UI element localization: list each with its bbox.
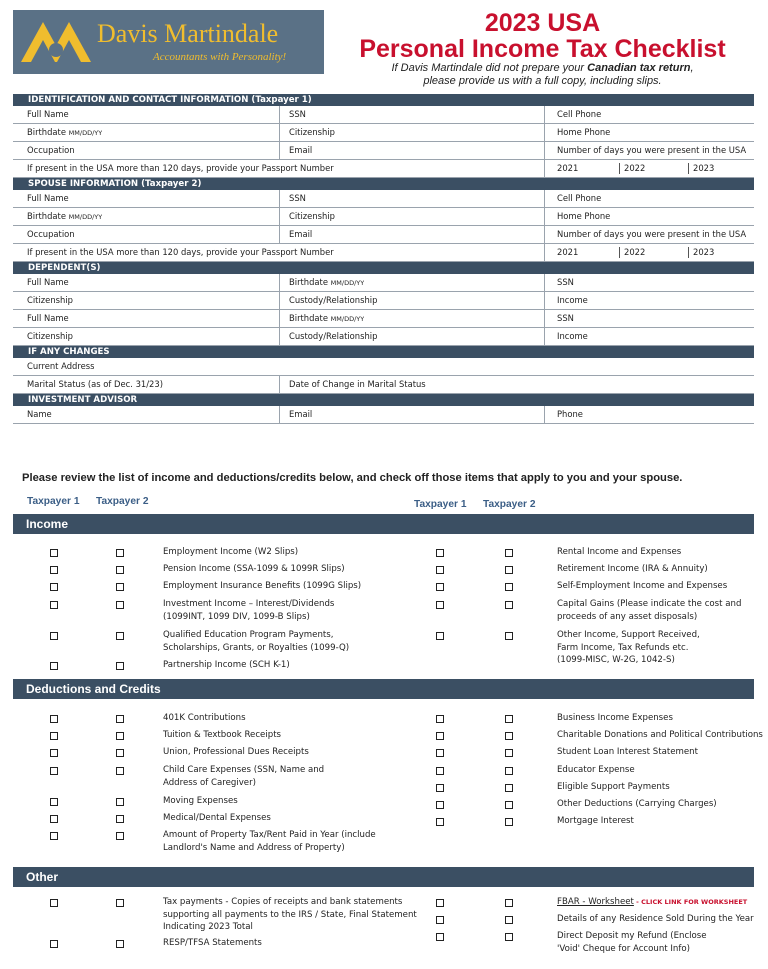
taxpayer2-checkbox[interactable] — [116, 583, 124, 591]
fbar-worksheet-link[interactable]: FBAR - Worksheet - CLICK LINK FOR WORKSHEET — [557, 897, 748, 907]
checklist-item-label: Mortgage Interest — [557, 816, 634, 826]
checklist-item-label: 'Void' Cheque for Account Info) — [557, 943, 691, 954]
taxpayer2-checkbox[interactable] — [116, 899, 124, 907]
checklist-item-label: Employment Insurance Benefits (1099G Slips) — [163, 581, 362, 591]
form-row — [13, 310, 754, 328]
checklist-item-label: Tax payments - Copies of receipts and bank statements — [163, 897, 403, 907]
col-head-taxpayer1-left: Taxpayer 1 — [27, 496, 80, 507]
taxpayer1-checkbox[interactable] — [50, 732, 58, 740]
taxpayer2-checkbox[interactable] — [505, 549, 513, 557]
checklist-item-label: Direct Deposit my Refund (Enclose — [557, 931, 707, 941]
dependent-birthdate-field[interactable]: Birthdate MM/DD/YY — [289, 277, 365, 287]
passport-field[interactable]: If present in the USA more than 120 days, provide your Passport Number — [27, 163, 334, 173]
taxpayer1-checkbox[interactable] — [50, 632, 58, 640]
section-header-advisor: INVESTMENT ADVISOR — [13, 394, 754, 406]
taxpayer2-checkbox[interactable] — [116, 815, 124, 823]
dependent-citizenship-field[interactable]: Citizenship — [27, 295, 73, 305]
checklist-item-label: Tuition & Textbook Receipts — [163, 730, 282, 740]
taxpayer1-checkbox[interactable] — [50, 549, 58, 557]
full-name-field[interactable]: Full Name — [27, 109, 69, 119]
checklist-item-label: Farm Income, Tax Refunds etc. — [557, 642, 689, 653]
checklist-item-label: Partnership Income (SCH K-1) — [163, 660, 290, 670]
col-head-taxpayer2-left: Taxpayer 2 — [96, 496, 149, 507]
company-logo — [13, 10, 324, 74]
taxpayer2-checkbox[interactable] — [116, 662, 124, 670]
taxpayer1-checkbox[interactable] — [50, 566, 58, 574]
checklist-item-label: Scholarships, Grants, or Royalties (1099-Q) — [163, 642, 350, 653]
form-row — [13, 328, 754, 346]
taxpayer2-checkbox[interactable] — [116, 715, 124, 723]
checklist-item-label: Charitable Donations and Political Contributions — [557, 730, 763, 740]
marital-change-date-field[interactable]: Date of Change in Marital Status — [289, 379, 426, 389]
checklist-item-label: Details of any Residence Sold During the Year — [557, 914, 754, 924]
checklist-item-label: (1099-MISC, W-2G, 1042-S) — [557, 655, 675, 665]
taxpayer2-checkbox[interactable] — [116, 632, 124, 640]
checklist-item-label: 401K Contributions — [163, 713, 246, 723]
checklist-item-label: Moving Expenses — [163, 796, 238, 806]
spouse-email-field[interactable]: Email — [289, 229, 313, 239]
spouse-occupation-field[interactable]: Occupation — [27, 229, 75, 239]
dependent2-birthdate-field[interactable]: Birthdate MM/DD/YY — [289, 313, 365, 323]
taxpayer2-checkbox[interactable] — [505, 749, 513, 757]
taxpayer1-checkbox[interactable] — [436, 933, 444, 941]
form-row — [13, 226, 754, 244]
form-row — [13, 142, 754, 160]
taxpayer2-checkbox[interactable] — [505, 784, 513, 792]
logo-mark-icon — [13, 10, 103, 74]
taxpayer2-checkbox[interactable] — [116, 832, 124, 840]
taxpayer1-checkbox[interactable] — [50, 749, 58, 757]
form-row — [13, 208, 754, 226]
checklist-item-label: Retirement Income (IRA & Annuity) — [557, 564, 708, 574]
taxpayer1-checkbox[interactable] — [50, 940, 58, 948]
taxpayer1-checkbox[interactable] — [436, 601, 444, 609]
taxpayer2-checkbox[interactable] — [116, 749, 124, 757]
form-row — [13, 106, 754, 124]
taxpayer1-checkbox[interactable] — [436, 715, 444, 723]
taxpayer1-checkbox[interactable] — [436, 784, 444, 792]
checklist-item-label: Investment Income – Interest/Dividends — [163, 599, 335, 609]
taxpayer1-checkbox[interactable] — [436, 916, 444, 924]
taxpayer2-checkbox[interactable] — [505, 916, 513, 924]
taxpayer1-checkbox[interactable] — [436, 566, 444, 574]
form-row — [13, 406, 754, 424]
logo-name: Davis Martindale — [97, 19, 279, 48]
taxpayer2-checkbox[interactable] — [505, 801, 513, 809]
spouse-days-in-usa-label: Number of days you were present in the USA — [557, 229, 747, 239]
taxpayer2-checkbox[interactable] — [505, 566, 513, 574]
taxpayer2-checkbox[interactable] — [505, 632, 513, 640]
taxpayer2-checkbox[interactable] — [505, 715, 513, 723]
taxpayer1-checkbox[interactable] — [50, 899, 58, 907]
form-row — [13, 244, 754, 262]
days-in-usa-label: Number of days you were present in the USA — [557, 145, 747, 155]
taxpayer2-checkbox[interactable] — [116, 549, 124, 557]
taxpayer1-checkbox[interactable] — [436, 818, 444, 826]
dependent-full-name-field[interactable]: Full Name — [27, 277, 69, 287]
col-head-taxpayer1-right: Taxpayer 1 — [414, 499, 467, 510]
form-row — [13, 292, 754, 310]
taxpayer1-checkbox[interactable] — [50, 601, 58, 609]
subtitle-line1: If Davis Martindale did not prepare your Canadian tax return, — [391, 62, 694, 74]
taxpayer2-checkbox[interactable] — [116, 566, 124, 574]
spouse-full-name-field[interactable]: Full Name — [27, 193, 69, 203]
spouse-passport-field[interactable]: If present in the USA more than 120 days, provide your Passport Number — [27, 247, 334, 257]
current-address-field[interactable]: Current Address — [27, 361, 95, 371]
checklist-item-label: Educator Expense — [557, 765, 635, 775]
taxpayer2-checkbox[interactable] — [116, 798, 124, 806]
year-2022-field[interactable]: 2022 — [624, 163, 646, 173]
contact-form — [13, 94, 754, 424]
section-bar-income: Income — [13, 514, 754, 534]
checklist-item-label: Eligible Support Payments — [557, 782, 670, 792]
form-row — [13, 274, 754, 292]
logo-tagline: Accountants with Personality! — [153, 51, 287, 63]
home-phone-field[interactable]: Home Phone — [557, 127, 611, 137]
checklist-item-label: proceeds of any asset disposals) — [557, 611, 698, 622]
page-title-year: 2023 USA — [484, 9, 601, 37]
checklist-item-label: Indicating 2023 Total — [163, 922, 253, 932]
checklist-item-label: Medical/Dental Expenses — [163, 813, 271, 823]
year-2023-field[interactable]: 2023 — [693, 163, 715, 173]
dependent2-income-field[interactable]: Income — [557, 331, 588, 341]
checklist-item-label: Other Deductions (Carrying Charges) — [557, 799, 717, 809]
checklist-item-label: Employment Income (W2 Slips) — [163, 547, 299, 557]
taxpayer1-checkbox[interactable] — [436, 549, 444, 557]
section-bar-other: Other — [13, 867, 754, 887]
checklist-item-label: Pension Income (SSA-1099 & 1099R Slips) — [163, 564, 345, 574]
advisor-phone-field[interactable]: Phone — [557, 409, 583, 419]
section-bar-deductions: Deductions and Credits — [13, 679, 754, 699]
taxpayer1-checkbox[interactable] — [436, 749, 444, 757]
checklist-item-label: Student Loan Interest Statement — [557, 747, 698, 757]
advisor-email-field[interactable]: Email — [289, 409, 313, 419]
taxpayer1-checkbox[interactable] — [50, 832, 58, 840]
taxpayer2-checkbox[interactable] — [116, 601, 124, 609]
marital-status-field[interactable]: Marital Status (as of Dec. 31/23) — [27, 379, 163, 389]
checklist-item-label: Rental Income and Expenses — [557, 547, 682, 557]
taxpayer2-checkbox[interactable] — [116, 767, 124, 775]
checklist-item-label: Qualified Education Program Payments, — [163, 630, 334, 640]
taxpayer2-checkbox[interactable] — [505, 732, 513, 740]
section-header-taxpayer1: IDENTIFICATION AND CONTACT INFORMATION (Taxpayer 1) — [13, 94, 754, 106]
checklist-item-label: (1099INT, 1099 DIV, 1099-B Slips) — [163, 611, 310, 622]
section-header-changes: IF ANY CHANGES — [13, 346, 754, 358]
taxpayer1-checkbox[interactable] — [50, 715, 58, 723]
spouse-birthdate-field[interactable]: Birthdate MM/DD/YY — [27, 211, 103, 221]
taxpayer2-checkbox[interactable] — [505, 583, 513, 591]
page-title: Personal Income Tax Checklist — [359, 35, 726, 63]
col-head-taxpayer2-right: Taxpayer 2 — [483, 499, 536, 510]
checklist-item-label: Union, Professional Dues Receipts — [163, 747, 309, 757]
form-row — [13, 160, 754, 178]
dependent2-ssn-field[interactable]: SSN — [557, 313, 574, 323]
dependent2-citizenship-field[interactable]: Citizenship — [27, 331, 73, 341]
checklist-item-label: Capital Gains (Please indicate the cost and — [557, 599, 742, 609]
checklist-item-label: Address of Caregiver) — [163, 777, 256, 788]
occupation-field[interactable]: Occupation — [27, 145, 75, 155]
spouse-ssn-field[interactable]: SSN — [289, 193, 306, 203]
form-row — [13, 358, 754, 376]
spouse-year-2021-field[interactable]: 2021 — [557, 247, 579, 257]
taxpayer1-checkbox[interactable] — [436, 899, 444, 907]
checklist-item-label: Other Income, Support Received, — [557, 630, 700, 640]
spouse-home-phone-field[interactable]: Home Phone — [557, 211, 611, 221]
instruction-text: Please review the list of income and deductions/credits below, and check off those items that apply to you and your spouse. — [22, 472, 683, 484]
taxpayer1-checkbox[interactable] — [50, 798, 58, 806]
spouse-year-2022-field[interactable]: 2022 — [624, 247, 646, 257]
checklist-item-label: supporting all payments to the IRS / State, Final Statement — [163, 909, 417, 920]
checklist-item-label: Self-Employment Income and Expenses — [557, 581, 728, 591]
ssn-field[interactable]: SSN — [289, 109, 306, 119]
spouse-year-2023-field[interactable]: 2023 — [693, 247, 715, 257]
taxpayer2-checkbox[interactable] — [505, 818, 513, 826]
dependent-ssn-field[interactable]: SSN — [557, 277, 574, 287]
checklist-item-label: Child Care Expenses (SSN, Name and — [163, 765, 325, 775]
taxpayer1-checkbox[interactable] — [436, 732, 444, 740]
dependent2-full-name-field[interactable]: Full Name — [27, 313, 69, 323]
dependent-custody-field[interactable]: Custody/Relationship — [289, 295, 378, 305]
subtitle-line2: please provide us with a full copy, including slips. — [423, 75, 662, 87]
taxpayer1-checkbox[interactable] — [50, 815, 58, 823]
year-2021-field[interactable]: 2021 — [557, 163, 579, 173]
spouse-cell-phone-field[interactable]: Cell Phone — [557, 193, 602, 203]
taxpayer1-checkbox[interactable] — [50, 662, 58, 670]
checklist-item-label: Amount of Property Tax/Rent Paid in Year (include — [163, 830, 376, 840]
section-header-spouse: SPOUSE INFORMATION (Taxpayer 2) — [13, 178, 754, 190]
cell-phone-field[interactable]: Cell Phone — [557, 109, 602, 119]
taxpayer1-checkbox[interactable] — [436, 632, 444, 640]
form-row — [13, 124, 754, 142]
taxpayer1-checkbox[interactable] — [50, 767, 58, 775]
checklist-item-label: Landlord's Name and Address of Property) — [163, 842, 345, 853]
taxpayer1-checkbox[interactable] — [50, 583, 58, 591]
dependent2-custody-field[interactable]: Custody/Relationship — [289, 331, 378, 341]
form-row — [13, 376, 754, 394]
citizenship-field[interactable]: Citizenship — [289, 127, 335, 137]
dependent-income-field[interactable]: Income — [557, 295, 588, 305]
checklist-item-label: RESP/TFSA Statements — [163, 938, 262, 948]
taxpayer2-checkbox[interactable] — [505, 899, 513, 907]
birthdate-field[interactable]: Birthdate MM/DD/YY — [27, 127, 103, 137]
spouse-citizenship-field[interactable]: Citizenship — [289, 211, 335, 221]
taxpayer2-checkbox[interactable] — [116, 732, 124, 740]
form-row — [13, 190, 754, 208]
taxpayer1-checkbox[interactable] — [436, 767, 444, 775]
advisor-name-field[interactable]: Name — [27, 409, 52, 419]
taxpayer2-checkbox[interactable] — [505, 601, 513, 609]
email-field[interactable]: Email — [289, 145, 313, 155]
taxpayer1-checkbox[interactable] — [436, 583, 444, 591]
section-header-dependents: DEPENDENT(S) — [13, 262, 754, 274]
taxpayer1-checkbox[interactable] — [436, 801, 444, 809]
taxpayer2-checkbox[interactable] — [505, 933, 513, 941]
taxpayer2-checkbox[interactable] — [505, 767, 513, 775]
taxpayer2-checkbox[interactable] — [116, 940, 124, 948]
checklist-item-label: Business Income Expenses — [557, 713, 673, 723]
